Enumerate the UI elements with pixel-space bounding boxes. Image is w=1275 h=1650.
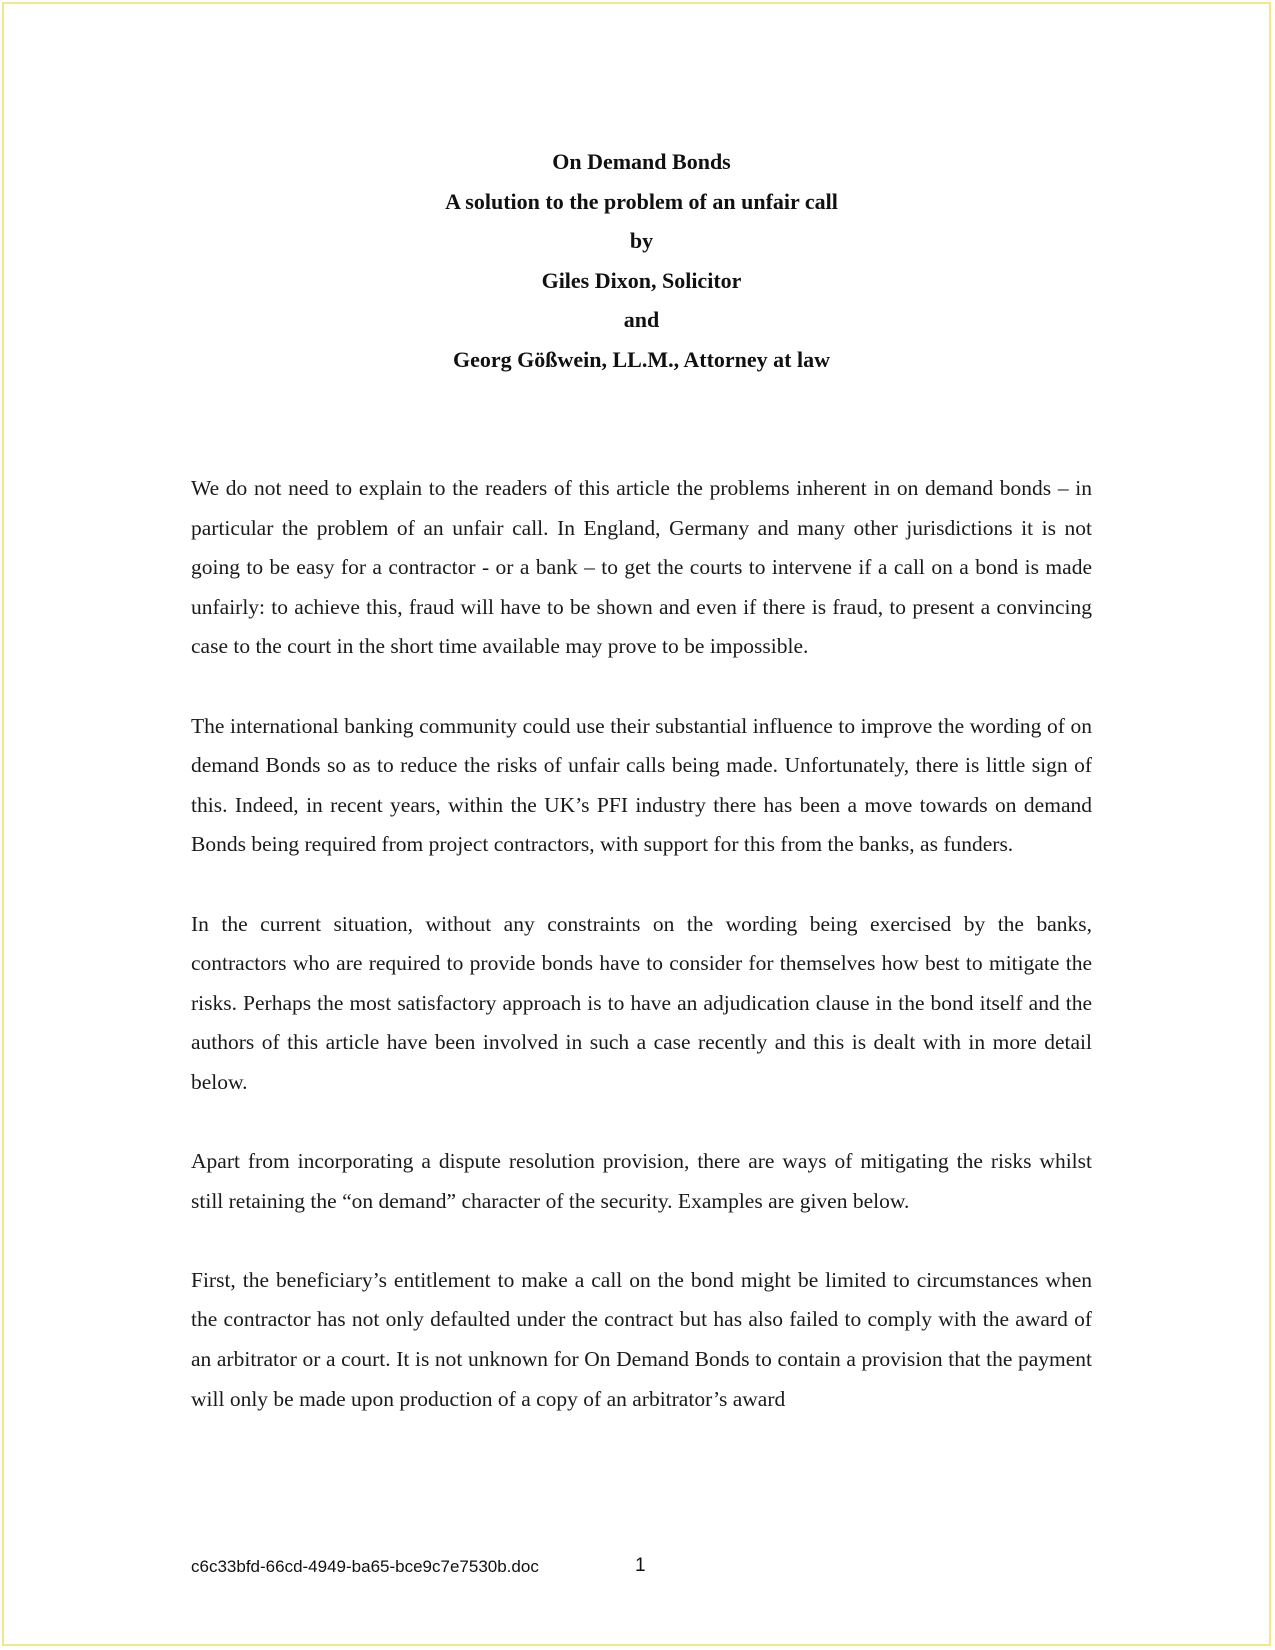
- footer-filename: c6c33bfd-66cd-4949-ba65-bce9c7e7530b.doc: [191, 1557, 539, 1576]
- document-title-block: [4, 150, 1275, 388]
- byline-and: and: [623, 307, 660, 333]
- document-title: On Demand Bonds: [552, 149, 731, 174]
- document-page: [2, 2, 1271, 1646]
- paragraph-1: We do not need to explain to the readers of this article the problems inherent in on demand bonds – in particular the problem of an unfair call. In England, Germany and many other jurisdictions it is not going to be easy for a contractor - or a bank – to get the courts to intervene if a call on a bond is made unfairly: to achieve this, fraud will have to be shown and even if there is fraud, to present a convincing case to the court in the short time available may prove to be impossible.: [191, 476, 1092, 659]
- paragraph-3: In the current situation, without any constraints on the wording being exercised by the banks, contractors who are required to provide bonds have to consider for themselves how best to mitigate the risks. Perhaps the most satisfactory approach is to have an adjudication clause in the bond itself and the authors of this article have been involved in such a case recently and this is dealt with in more detail below.: [191, 911, 1092, 1094]
- author-2: Georg Gößwein, LL.M., Attorney at law: [452, 346, 831, 372]
- paragraph-2: The international banking community could use their substantial influence to improve the wording of on demand Bonds so as to reduce the risks of unfair calls being made. Unfortunately, there is little sign of this. Indeed, in recent years, within the UK’s PFI industry there has been a move towards on demand Bonds being required from project contractors, with support for this from the banks, as funders.: [191, 713, 1092, 857]
- byline-by: by: [629, 228, 654, 254]
- paragraph-4: Apart from incorporating a dispute resolution provision, there are ways of mitigating the risks whilst still retaining the “on demand” character of the security. Examples are given below.: [191, 1149, 1092, 1213]
- page-number: 1: [635, 1555, 646, 1576]
- paragraph-5: First, the beneficiary’s entitlement to make a call on the bond might be limited to circumstances when the contractor has not only defaulted under the contract but has also failed to comply with the award of an arbitrator or a court. It is not unknown for On Demand Bonds to contain a provision that the payment will only be made upon production of a copy of an arbitrator’s award: [191, 1267, 1092, 1411]
- author-1: Giles Dixon, Solicitor: [541, 267, 742, 293]
- document-subtitle: A solution to the problem of an unfair call: [445, 188, 838, 214]
- document-body: [191, 469, 1092, 1419]
